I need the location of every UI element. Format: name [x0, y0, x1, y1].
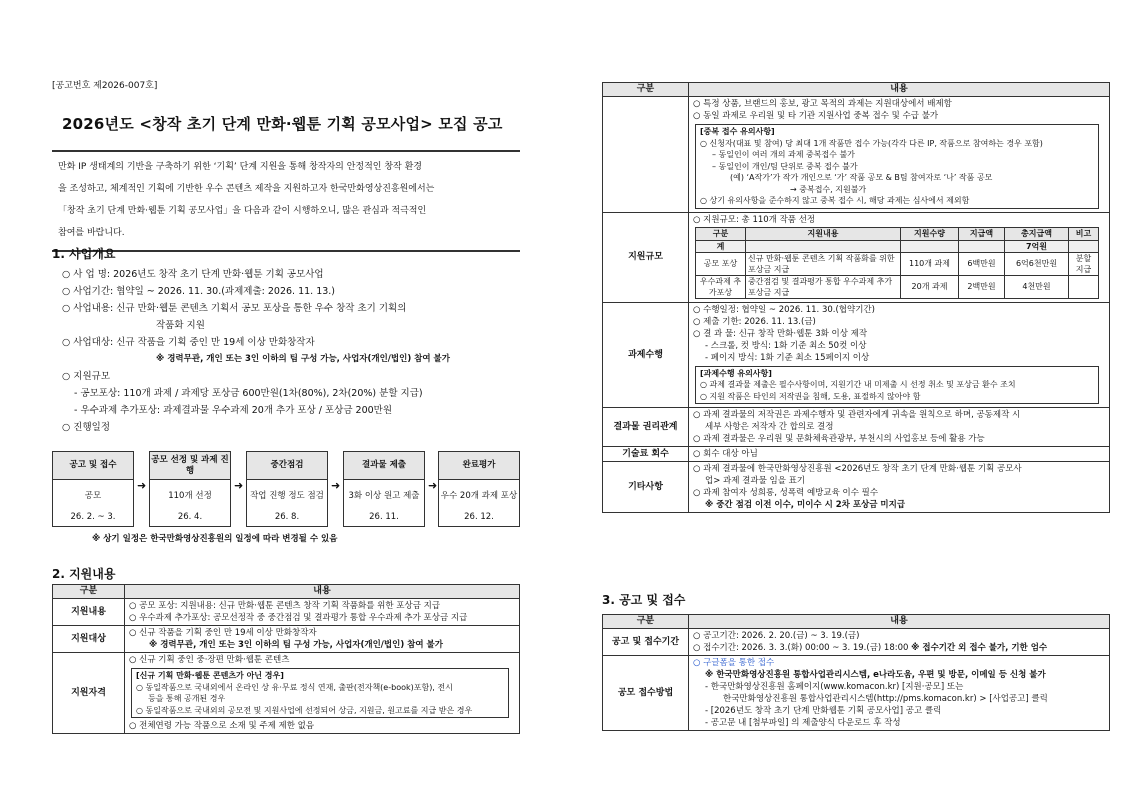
col-header: 지급액 [959, 227, 1005, 240]
row-label: 과제수행 [603, 302, 689, 408]
cell-line: ○ 특정 상품, 브랜드의 홍보, 광고 목적의 과제는 지원대상에서 배제함 [693, 99, 952, 109]
table-cell [746, 240, 901, 252]
intro-line: 을 조성하고, 체계적인 기획에 기반한 우수 콘텐츠 제작을 지원하고자 한국만화영상진흥원에서는 [58, 184, 435, 194]
page-title: 2026년도 <창작 초기 단계 만화·웹툰 기획 공모사업> 모집 공고 [62, 115, 503, 133]
table-cell: 20개 과제 [901, 275, 959, 298]
col-header: 지원내용 [746, 227, 901, 240]
table-cell [1069, 240, 1099, 252]
eligibility-box [131, 668, 509, 718]
flow-step [52, 451, 134, 527]
table-row [603, 629, 1110, 656]
flow-step-date: 26. 11. [369, 512, 399, 522]
flow-step-body: 작업 진행 정도 점검 [250, 490, 324, 501]
cell-note: ※ 경력무관, 개인 또는 3인 이하의 팀 구성 가능, 사업자(개인/법인) 참여 불가 [149, 640, 443, 650]
overview-item: ○ 사 업 명: 2026년도 창작 초기 단계 만화·웹툰 기획 공모사업 [62, 269, 324, 280]
arrow-right-icon: ➜ [137, 479, 147, 492]
col-header: 구분 [603, 83, 689, 97]
row-label: 결과물 권리관계 [603, 408, 689, 447]
table-cell [1069, 275, 1099, 298]
cell-line: - 공고문 내 [첨부파일] 의 제출양식 다운로드 후 작성 [705, 718, 901, 728]
box-line: ○ 동일작품으로 국내외에서 온라인 상 유·무료 정식 연재, 출판(전자책(e-book)포함), 전시 [136, 682, 453, 692]
flow-step-title: 결과물 제출 [344, 452, 424, 480]
table-cell [959, 240, 1005, 252]
table-cell: 우수과제 추가포상 [696, 275, 746, 298]
row-label: 지원내용 [53, 599, 125, 626]
cell-line: ○ 과제 참여자 성희롱, 성폭력 예방교육 이수 필수 [693, 488, 879, 498]
notice-number: [공고번호 제2026-007호] [52, 81, 158, 91]
box-line: 등을 통해 공개된 경우 [148, 694, 226, 703]
cell-line: ○ 우수과제 추가포상: 공모선정작 중 중간점검 및 결과평가 통합 우수과제 추가 포상금 지급 [129, 613, 468, 623]
cell-line: ○ 접수기간: 2026. 3. 3.(화) 00:00 ~ 3. 19.(금) 18:00 [693, 643, 909, 653]
arrow-right-icon: ➜ [234, 479, 244, 492]
col-header: 내용 [125, 585, 520, 599]
scale-table [695, 227, 1099, 299]
col-header: 내용 [689, 83, 1110, 97]
table-row [603, 447, 1110, 462]
flow-step-body: 110개 선정 [168, 490, 212, 501]
task-notice-box [695, 366, 1099, 405]
flow-step-title: 중간점검 [247, 452, 327, 480]
flow-step-date: 26. 2. ~ 3. [70, 512, 116, 522]
col-header: 총지급액 [1005, 227, 1069, 240]
col-header: 구분 [696, 227, 746, 240]
row-label: 기술료 회수 [603, 447, 689, 462]
col-header: 구분 [603, 615, 689, 629]
flow-step-date: 26. 12. [464, 512, 494, 522]
table-cell: 분할 지급 [1069, 252, 1099, 275]
table-cell: 4천만원 [1005, 275, 1069, 298]
table-row [603, 302, 1110, 408]
cell-line: ○ 신규 기획 중인 중·장편 만화·웹툰 콘텐츠 [129, 655, 290, 665]
intro-line: 「창작 초기 단계 만화·웹툰 기획 공모사업」을 다음과 같이 시행하오니, 많은 관심과 적극적인 [58, 206, 427, 216]
row-label: 지원규모 [603, 212, 689, 302]
cell-line: ○ 제출 기한: 2026. 11. 13.(금) [693, 316, 816, 327]
flow-step-body: 3화 이상 원고 제출 [348, 490, 420, 501]
duplicate-notice-box [695, 124, 1099, 209]
flow-step-date: 26. 4. [177, 512, 203, 522]
details-table [602, 82, 1110, 513]
table-cell: 공모 포상 [696, 252, 746, 275]
cell-line: ○ 과제 결과물의 저작권은 과제수행자 및 관련자에게 귀속을 원칙으로 하며, 공동제작 시 [693, 410, 1021, 420]
cell-note: ※ 중간 점검 이전 이수, 미이수 시 2차 포상금 미지급 [705, 500, 906, 510]
box-line: ○ 지원 작품은 타인의 저작권을 침해, 도용, 표절하지 않아야 함 [700, 391, 921, 401]
homepage-link[interactable]: - 한국만화영상진흥원 홈페이지(www.komacon.kr) [지원·공모] 또는 [705, 682, 964, 692]
cell-line: ○ 지원규모: 총 110개 작품 선정 [693, 214, 816, 225]
table-cell: 110개 과제 [901, 252, 959, 275]
box-line: – 동일인이 개인/팀 단위로 중복 접수 불가 [712, 161, 858, 171]
box-line: – 동일인이 여러 개의 과제 중복접수 불가 [712, 150, 855, 159]
table-row [603, 97, 1110, 213]
cell-note: ※ 한국만화영상진흥원 통합사업관리시스템, e나라도움, 우편 및 방문, 이메일 등 신청 불가 [705, 670, 1046, 680]
flow-step [438, 451, 520, 527]
arrow-right-icon: ➜ [331, 479, 341, 492]
table-cell: 신규 만화·웹툰 콘텐츠 기획 작품화를 위한 포상금 지급 [746, 252, 901, 275]
overview-subitem: - 공모포상: 110개 과제 / 과제당 포상금 600만원(1차(80%), 2차(20%) 분할 지급) [74, 388, 423, 399]
cell-line: ○ 수행일정: 협약일 ~ 2026. 11. 30.(협약기간) [693, 304, 875, 315]
overview-item: ○ 진행일정 [62, 422, 111, 433]
table-cell: 중간점검 및 결과평가 통합 우수과제 추가 포상금 지급 [746, 275, 901, 298]
col-header: 지원수량 [901, 227, 959, 240]
box-line: (예) ‘A작가’가 작가 개인으로 ‘가’ 작품 공모 & B팀 참여자로 ‘나’ 작품 공모 [730, 173, 993, 182]
google-form-link[interactable]: ○ 구글폼을 통한 접수 [693, 658, 775, 668]
flow-step [343, 451, 425, 527]
table-row [696, 240, 1099, 252]
col-header: 구분 [53, 585, 125, 599]
box-line: ○ 상기 유의사항을 준수하지 않고 중복 접수 시, 해당 과제는 심사에서 제외함 [700, 196, 970, 205]
cell-line: ○ 신규 작품을 기획 중인 만 19세 이상 만화창작자 [129, 628, 317, 638]
col-header: 비고 [1069, 227, 1099, 240]
cell-line: - [2026년도 창작 초기 단계 만화웹툰 기획 공모사업] 공고 클릭 [705, 706, 942, 716]
overview-item: 작품화 지원 [156, 320, 205, 331]
table-row [603, 462, 1110, 513]
table-row [696, 252, 1099, 275]
table-cell: 2백만원 [959, 275, 1005, 298]
table-row [603, 408, 1110, 447]
table-cell: 6억6천만원 [1005, 252, 1069, 275]
table-row [603, 656, 1110, 731]
cell-line: ○ 전체연령 가능 작품으로 소재 및 주제 제한 없음 [129, 721, 315, 731]
box-line: ○ 신청자(대표 및 참여) 당 최대 1개 작품만 접수 가능(각각 다른 IP, 작품으로 참여하는 경우 포함) [700, 138, 1043, 148]
section3-heading: 3. 공고 및 접수 [602, 593, 686, 607]
cell-line: ○ 과제 결과물은 우리원 및 문화체육관광부, 부천시의 사업홍보 등에 활용 가능 [693, 434, 985, 444]
row-label: 공모 접수방법 [603, 656, 689, 731]
table-cell: 계 [696, 240, 746, 252]
overview-item: ○ 지원규모 [62, 371, 111, 382]
overview-item: ○ 사업내용: 신규 만화·웹툰 콘텐츠 기획서 공모 포상을 통한 우수 창작 초기 기획의 [62, 303, 407, 314]
row-label: 지원자격 [53, 653, 125, 734]
overview-item: ○ 사업대상: 신규 작품을 기획 중인 만 19세 이상 만화창작자 [62, 337, 315, 348]
table-cell [901, 240, 959, 252]
intro-line: 만화 IP 생태계의 기반을 구축하기 위한 ‘기획’ 단계 지원을 통해 창작자의 안정적인 창작 환경 [58, 162, 422, 172]
row-label: 공고 및 접수기간 [603, 629, 689, 656]
table-row [603, 212, 1110, 302]
box-title: [과제수행 유의사항] [700, 368, 772, 378]
box-line: ○ 과제 결과물 제출은 필수사항이며, 지원기간 내 미제출 시 선정 취소 및 포상금 환수 조치 [700, 380, 1016, 389]
box-title: [신규 기획 만화·웹툰 콘텐츠가 아닌 경우] [136, 671, 284, 680]
overview-list [52, 266, 520, 436]
support-table [52, 584, 520, 734]
cell-line: ○ 공모 포상: 지원내용: 신규 만화·웹툰 콘텐츠 창작 기획 작품화를 위한 포상금 지급 [129, 601, 441, 611]
intro-line: 참여를 바랍니다. [58, 228, 125, 238]
cell-line: ○ 동일 과제로 우리원 및 타 기관 지원사업 중복 접수 및 수급 불가 [693, 111, 939, 121]
row-label: 지원대상 [53, 626, 125, 653]
flow-step [149, 451, 231, 527]
cell-line: 세부 사항은 저작자 간 합의로 결정 [705, 422, 834, 432]
box-line: → 중복접수, 지원불가 [790, 184, 867, 194]
flow-step [246, 451, 328, 527]
table-cell: 6백만원 [959, 252, 1005, 275]
schedule-note: ※ 상기 일정은 한국만화영상진흥원의 일정에 따라 변경될 수 있음 [92, 534, 338, 544]
col-header: 내용 [689, 615, 1110, 629]
cell-line: ○ 회수 대상 아님 [693, 449, 758, 459]
box-line: ○ 동일작품으로 국내외의 공모전 및 지원사업에 선정되어 상금, 지원금, 원고료를 지급 받은 경우 [136, 705, 473, 715]
schedule-flow [52, 451, 520, 527]
box-title: [중복 접수 유의사항] [700, 127, 775, 136]
flow-step-title: 공고 및 접수 [53, 452, 133, 480]
table-row [53, 626, 520, 653]
flow-step-title: 공모 선정 및 과제 진행 [150, 452, 230, 480]
cell-line: - 스크롤, 컷 방식: 1화 기준 최소 50컷 이상 [705, 340, 867, 351]
overview-note: ※ 경력무관, 개인 또는 3인 이하의 팀 구성 가능, 사업자(개인/법인) 참여 불가 [156, 354, 450, 364]
pms-link[interactable]: 한국만화영상진흥원 통합사업관리시스템(http://pms.komacon.kr) > [사업공고] 클릭 [723, 694, 1048, 704]
flow-step-body: 우수 20개 과제 포상 [440, 490, 518, 501]
flow-step-date: 26. 8. [274, 512, 300, 522]
application-table [602, 614, 1110, 731]
cell-line: ○ 과제 결과물에 한국만화영상진흥원 <2026년도 창작 초기 단계 만화·웹툰 기획 공모사 [693, 464, 1022, 474]
table-cell: 7억원 [1005, 240, 1069, 252]
cell-line: ○ 결 과 물: 신규 창작 만화·웹툰 3화 이상 제작 [693, 328, 868, 339]
table-row [53, 653, 520, 734]
cell-note: ※ 접수기간 외 접수 불가, 기한 엄수 [911, 643, 1048, 653]
section1-heading: 1. 사업개요 [52, 247, 116, 261]
flow-step-title: 완료평가 [439, 452, 519, 480]
flow-step-body: 공모 [84, 490, 102, 501]
cell-line: 업> 과제 결과물 임을 표기 [705, 476, 806, 486]
section2-heading: 2. 지원내용 [52, 567, 116, 581]
table-row [53, 599, 520, 626]
table-row [696, 275, 1099, 298]
row-label: 기타사항 [603, 462, 689, 513]
intro-paragraph [52, 150, 520, 252]
cell-line: ○ 공고기간: 2026. 2. 20.(금) ~ 3. 19.(금) [693, 631, 860, 641]
arrow-right-icon: ➜ [428, 479, 438, 492]
overview-subitem: - 우수과제 추가포상: 과제결과물 우수과제 20개 추가 포상 / 포상금 200만원 [74, 405, 393, 416]
cell-line: - 페이지 방식: 1화 기준 최소 15페이지 이상 [705, 352, 870, 363]
overview-item: ○ 사업기간: 협약일 ~ 2026. 11. 30.(과제제출: 2026. 11. 13.) [62, 286, 336, 297]
